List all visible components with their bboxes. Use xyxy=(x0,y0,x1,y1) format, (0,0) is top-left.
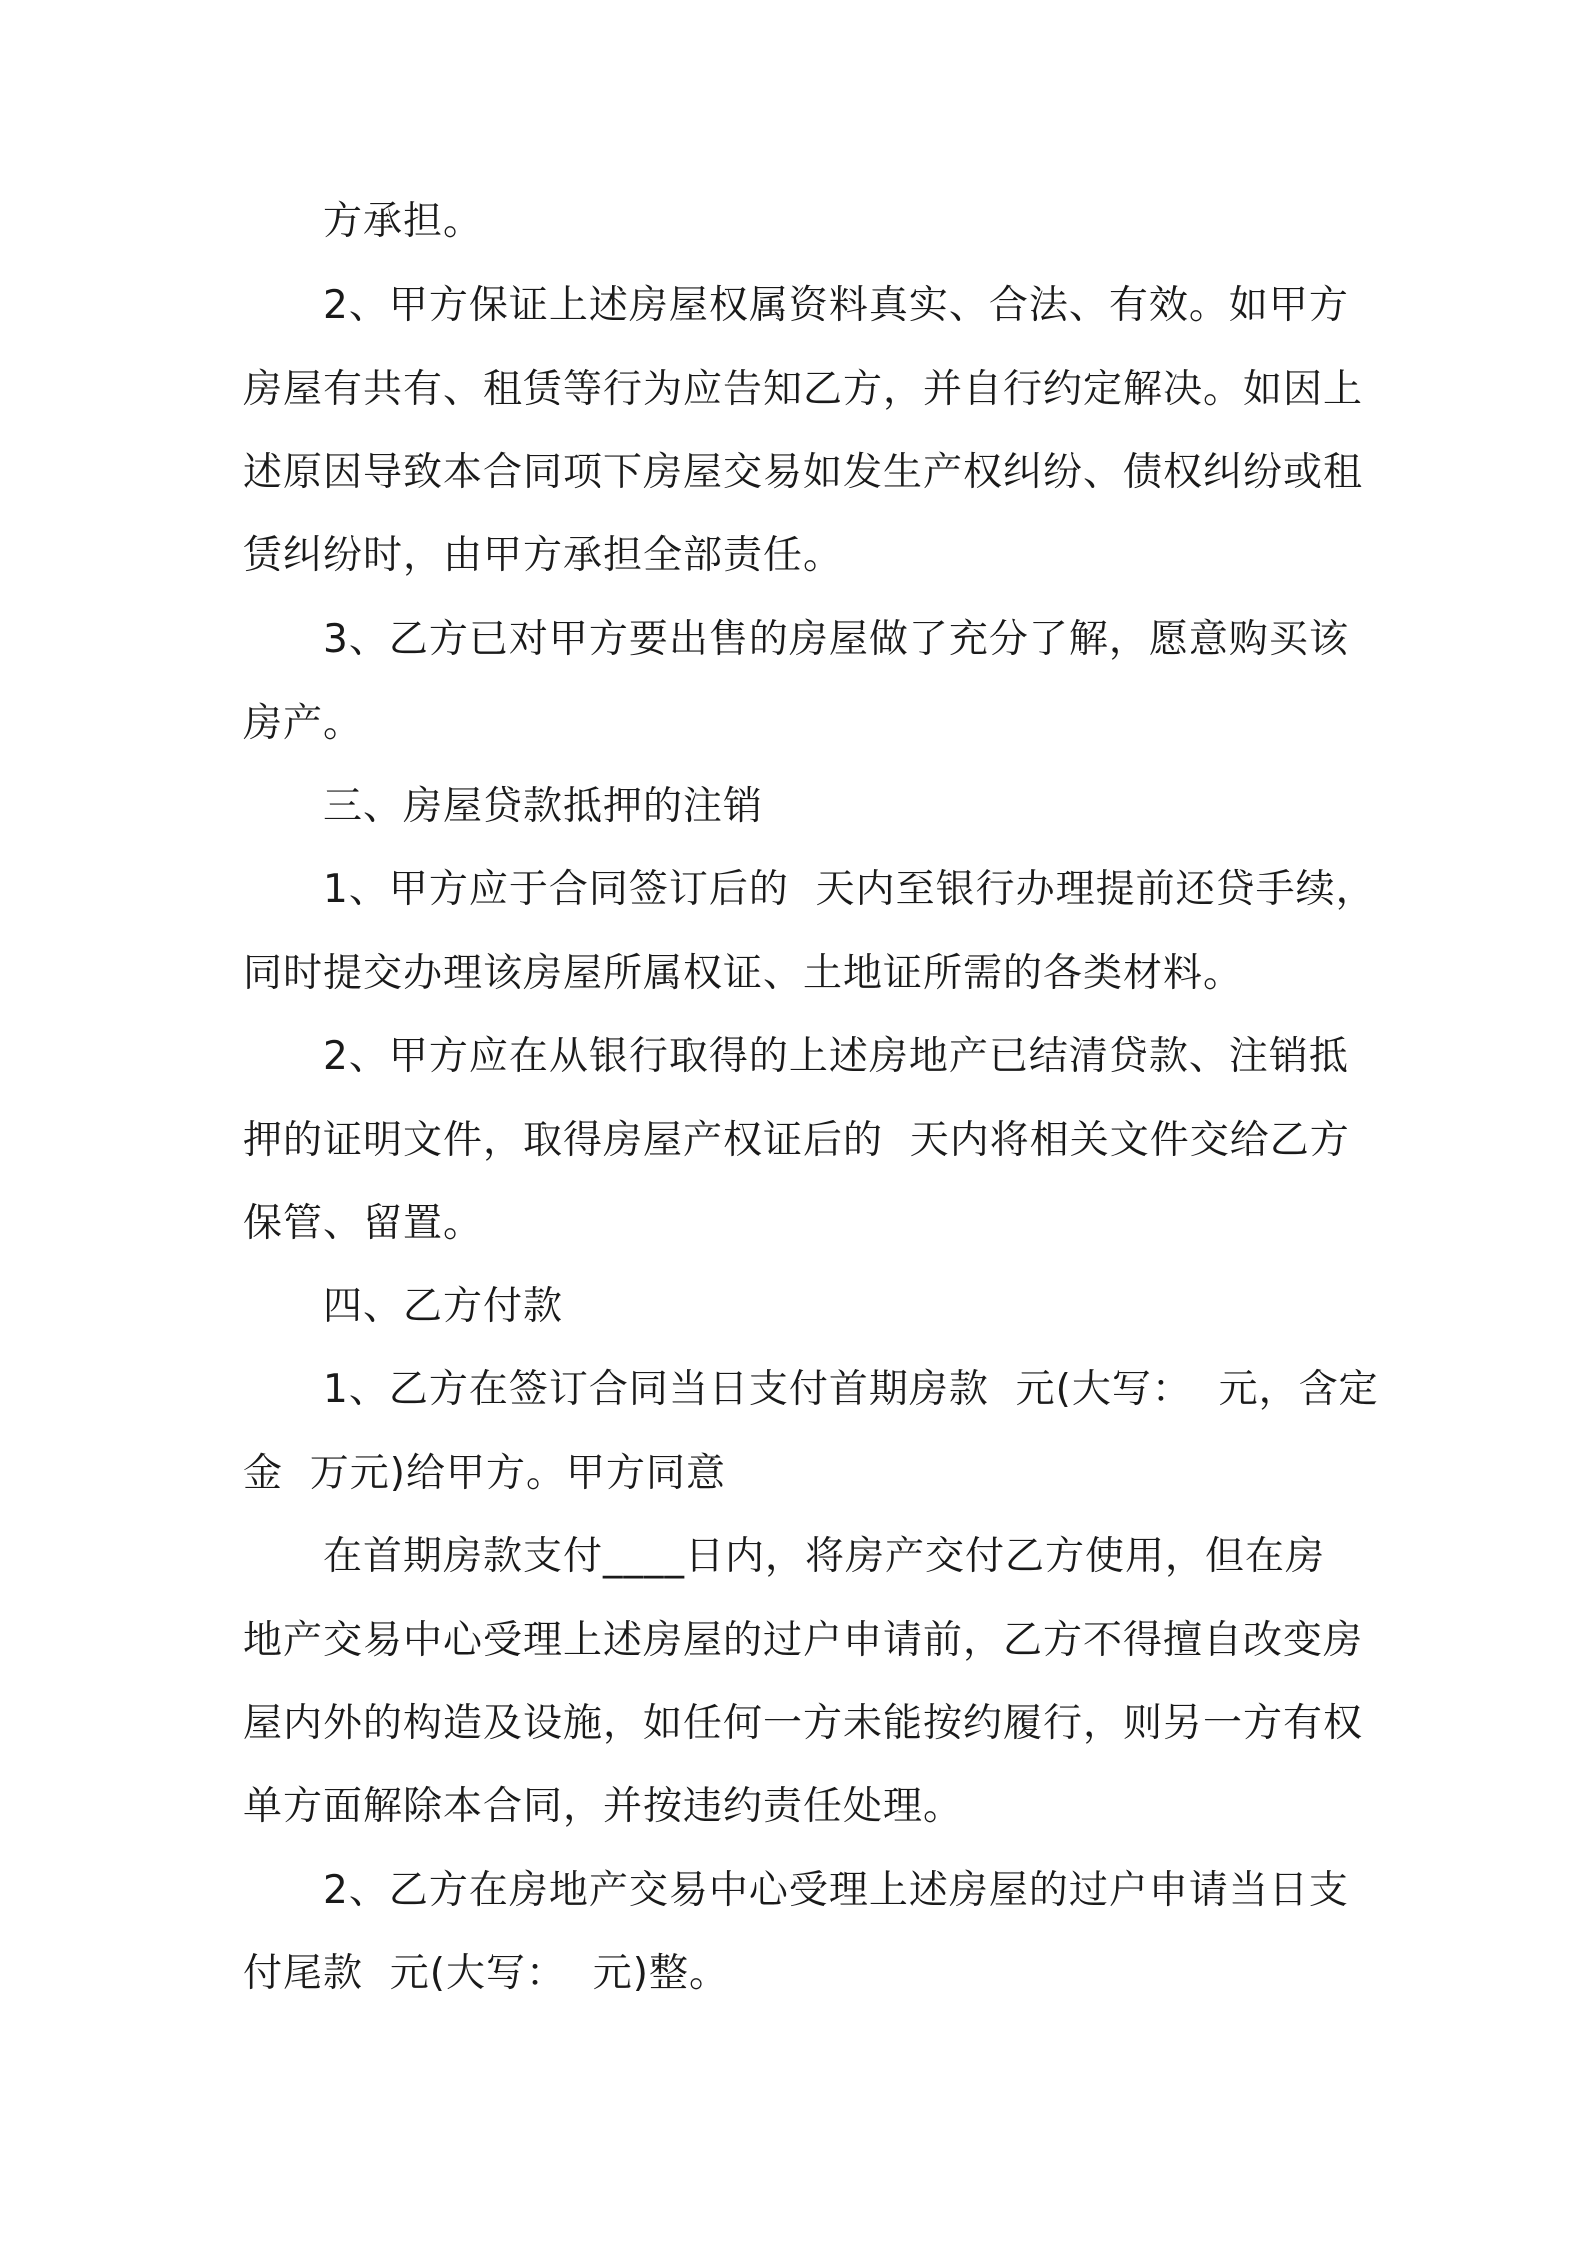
text-line: 保管、留置。 xyxy=(243,1201,484,1246)
section-heading: 三、房屋贷款抵押的注销 xyxy=(323,784,764,829)
text-line: 房屋有共有、租赁等行为应告知乙方，并自行约定解决。如因上 xyxy=(243,367,1364,412)
section-heading: 四、乙方付款 xyxy=(323,1284,564,1329)
text-line: 1、甲方应于合同签订后的 天内至银行办理提前还贷手续， xyxy=(323,867,1376,912)
text-line: 单方面解除本合同，并按违约责任处理。 xyxy=(243,1784,964,1829)
text-line: 2、乙方在房地产交易中心受理上述房屋的过户申请当日支 xyxy=(323,1868,1349,1913)
text-line: 赁纠纷时，由甲方承担全部责任。 xyxy=(243,533,844,578)
text-line: 押的证明文件，取得房屋产权证后的 天内将相关文件交给乙方 xyxy=(243,1118,1350,1163)
text-line: 3、乙方已对甲方要出售的房屋做了充分了解，愿意购买该 xyxy=(323,617,1349,662)
text-line: 地产交易中心受理上述房屋的过户申请前，乙方不得擅自改变房 xyxy=(243,1618,1364,1663)
text-line: 同时提交办理该房屋所属权证、土地证所需的各类材料。 xyxy=(243,951,1244,996)
text-line: 2、甲方保证上述房屋权属资料真实、合法、有效。如甲方 xyxy=(323,283,1349,328)
text-line: 1、乙方在签订合同当日支付首期房款 元(大写： 元，含定 xyxy=(323,1367,1379,1412)
text-line: 2、甲方应在从银行取得的上述房地产已结清贷款、注销抵 xyxy=(323,1034,1349,1079)
text-line: 房产。 xyxy=(243,701,364,746)
text-line: 付尾款 元(大写： 元)整。 xyxy=(243,1951,730,1996)
text-line: 在首期房款支付____日内，将房产交付乙方使用，但在房 xyxy=(323,1534,1326,1579)
text-line: 金 万元)给甲方。甲方同意 xyxy=(243,1451,727,1496)
text-line: 方承担。 xyxy=(323,199,484,244)
text-line: 述原因导致本合同项下房屋交易如发生产权纠纷、债权纠纷或租 xyxy=(243,450,1364,495)
text-line: 屋内外的构造及设施，如任何一方未能按约履行，则另一方有权 xyxy=(243,1701,1364,1746)
